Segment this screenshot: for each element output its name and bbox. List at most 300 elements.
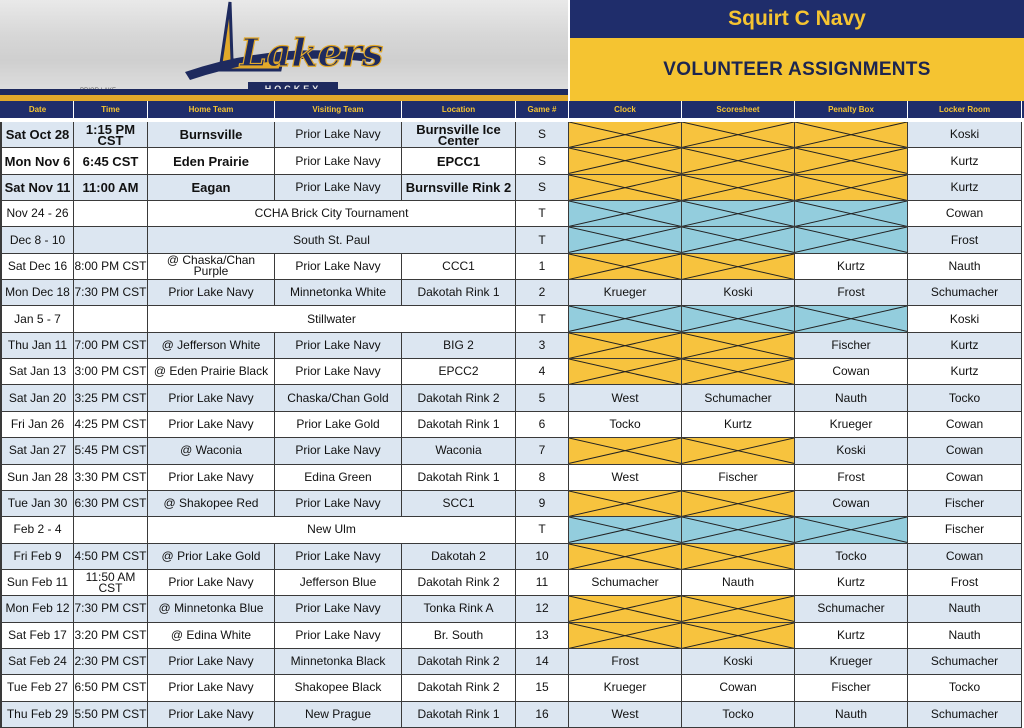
penalty-box-cell: Frost xyxy=(795,465,908,491)
header-date: Date xyxy=(2,101,74,118)
date-cell: Fri Jan 26 xyxy=(2,412,74,438)
cross-mark-icon xyxy=(795,201,907,226)
time-cell: 8:00 PM CST xyxy=(74,254,148,280)
table-row xyxy=(0,359,1024,385)
penalty-box-cell: Tocko xyxy=(795,544,908,570)
cross-mark-icon xyxy=(682,148,794,173)
location-cell: Br. South xyxy=(402,623,516,649)
assignments-title-box xyxy=(570,38,1024,101)
penalty-box-cell: Schumacher xyxy=(795,596,908,622)
location-cell: Dakotah Rink 1 xyxy=(402,465,516,491)
home-team-cell: @ Chaska/Chan Purple xyxy=(148,254,275,280)
date-cell: Mon Feb 12 xyxy=(2,596,74,622)
home-team-cell: @ Minnetonka Blue xyxy=(148,596,275,622)
date-cell: Sat Oct 28 xyxy=(2,122,74,148)
scoresheet-cell xyxy=(682,175,795,201)
cross-mark-icon xyxy=(569,254,681,279)
home-team-cell: Prior Lake Navy xyxy=(148,570,275,596)
scoresheet-cell xyxy=(682,333,795,359)
home-team-cell: Burnsville xyxy=(148,122,275,148)
game-number-cell: T xyxy=(516,306,569,332)
cross-mark-icon xyxy=(569,438,681,463)
location-cell: Dakotah 2 xyxy=(402,544,516,570)
clock-cell xyxy=(569,438,682,464)
table-row xyxy=(0,254,1024,280)
cross-mark-icon xyxy=(569,359,681,384)
event-cell: CCHA Brick City Tournament xyxy=(148,201,516,227)
location-cell: Dakotah Rink 2 xyxy=(402,570,516,596)
visiting-team-cell: Shakopee Black xyxy=(275,675,402,701)
cross-mark-icon xyxy=(682,517,794,542)
table-row xyxy=(0,465,1024,491)
cross-mark-icon xyxy=(682,122,794,147)
scoresheet-cell: Koski xyxy=(682,280,795,306)
clock-cell xyxy=(569,491,682,517)
scoresheet-cell: Fischer xyxy=(682,465,795,491)
penalty-box-cell: Koski xyxy=(795,438,908,464)
location-cell: Dakotah Rink 2 xyxy=(402,675,516,701)
home-team-cell: Prior Lake Navy xyxy=(148,465,275,491)
scoresheet-cell xyxy=(682,544,795,570)
table-row xyxy=(0,702,1024,728)
home-team-cell: @ Waconia xyxy=(148,438,275,464)
table-row xyxy=(0,280,1024,306)
locker-room-cell: Nauth xyxy=(908,623,1022,649)
game-number-cell: T xyxy=(516,227,569,253)
date-cell: Thu Feb 29 xyxy=(2,702,74,728)
penalty-box-cell: Kurtz xyxy=(795,623,908,649)
penalty-box-cell xyxy=(795,227,908,253)
cross-mark-icon xyxy=(569,227,681,252)
locker-room-cell: Kurtz xyxy=(908,148,1022,174)
home-team-cell: @ Shakopee Red xyxy=(148,491,275,517)
date-cell: Sat Jan 13 xyxy=(2,359,74,385)
clock-cell: West xyxy=(569,465,682,491)
table-row xyxy=(0,438,1024,464)
locker-room-cell: Cowan xyxy=(908,438,1022,464)
cross-mark-icon xyxy=(795,306,907,331)
penalty-box-cell: Kurtz xyxy=(795,254,908,280)
penalty-box-cell xyxy=(795,175,908,201)
penalty-box-cell xyxy=(795,306,908,332)
game-number-cell: 12 xyxy=(516,596,569,622)
visiting-team-cell: Prior Lake Navy xyxy=(275,175,402,201)
game-number-cell: 8 xyxy=(516,465,569,491)
cross-mark-icon xyxy=(569,623,681,648)
locker-room-cell: Frost xyxy=(908,227,1022,253)
date-cell: Tue Jan 30 xyxy=(2,491,74,517)
table-row xyxy=(0,649,1024,675)
header-clock: Clock xyxy=(569,101,682,118)
clock-cell xyxy=(569,333,682,359)
game-number-cell: S xyxy=(516,148,569,174)
location-cell: Dakotah Rink 1 xyxy=(402,280,516,306)
time-cell: 6:30 PM CST xyxy=(74,491,148,517)
game-number-cell: 6 xyxy=(516,412,569,438)
home-team-cell: Prior Lake Navy xyxy=(148,412,275,438)
scoresheet-cell: Koski xyxy=(682,649,795,675)
time-cell: 4:25 PM CST xyxy=(74,412,148,438)
clock-cell xyxy=(569,359,682,385)
date-cell: Sat Jan 27 xyxy=(2,438,74,464)
location-cell: EPCC2 xyxy=(402,359,516,385)
penalty-box-cell: Nauth xyxy=(795,702,908,728)
location-cell: Burnsville Rink 2 xyxy=(402,175,516,201)
team-title: Squirt C Navy xyxy=(728,7,866,30)
penalty-box-cell xyxy=(795,148,908,174)
time-cell: 11:00 AM xyxy=(74,175,148,201)
scoresheet-cell xyxy=(682,254,795,280)
cross-mark-icon xyxy=(569,333,681,358)
visiting-team-cell: Prior Lake Navy xyxy=(275,333,402,359)
clock-cell xyxy=(569,201,682,227)
time-cell: 3:30 PM CST xyxy=(74,465,148,491)
column-header-row xyxy=(0,101,1024,118)
cross-mark-icon xyxy=(682,491,794,516)
visiting-team-cell: Minnetonka Black xyxy=(275,649,402,675)
scoresheet-cell xyxy=(682,491,795,517)
time-cell: 5:50 PM CST xyxy=(74,702,148,728)
cross-mark-icon xyxy=(569,596,681,621)
header-locker-room: Locker Room xyxy=(908,101,1022,118)
table-row xyxy=(0,148,1024,174)
penalty-box-cell xyxy=(795,201,908,227)
header-home-team: Home Team xyxy=(148,101,275,118)
scoresheet-cell xyxy=(682,201,795,227)
date-cell: Mon Nov 6 xyxy=(2,148,74,174)
cross-mark-icon xyxy=(682,359,794,384)
visiting-team-cell: Edina Green xyxy=(275,465,402,491)
time-cell: 3:25 PM CST xyxy=(74,385,148,411)
visiting-team-cell: Minnetonka White xyxy=(275,280,402,306)
home-team-cell: @ Edina White xyxy=(148,623,275,649)
location-cell: Dakotah Rink 1 xyxy=(402,412,516,438)
cross-mark-icon xyxy=(795,517,907,542)
date-cell: Sun Feb 11 xyxy=(2,570,74,596)
time-cell xyxy=(74,517,148,543)
game-number-cell: 7 xyxy=(516,438,569,464)
cross-mark-icon xyxy=(682,306,794,331)
game-number-cell: 5 xyxy=(516,385,569,411)
cross-mark-icon xyxy=(569,122,681,147)
visiting-team-cell: Prior Lake Navy xyxy=(275,544,402,570)
locker-room-cell: Kurtz xyxy=(908,175,1022,201)
location-cell: Tonka Rink A xyxy=(402,596,516,622)
visiting-team-cell: Prior Lake Navy xyxy=(275,148,402,174)
header-scoresheet: Scoresheet xyxy=(682,101,795,118)
header-penalty-box: Penalty Box xyxy=(795,101,908,118)
scoresheet-cell: Schumacher xyxy=(682,385,795,411)
scoresheet-cell xyxy=(682,227,795,253)
table-row xyxy=(0,227,1024,253)
clock-cell: Tocko xyxy=(569,412,682,438)
time-cell: 6:45 CST xyxy=(74,148,148,174)
game-number-cell: 11 xyxy=(516,570,569,596)
location-cell: Dakotah Rink 1 xyxy=(402,702,516,728)
scoresheet-cell: Kurtz xyxy=(682,412,795,438)
logo-area xyxy=(0,0,568,101)
game-number-cell: T xyxy=(516,517,569,543)
date-cell: Sun Jan 28 xyxy=(2,465,74,491)
event-cell: Stillwater xyxy=(148,306,516,332)
visiting-team-cell: New Prague xyxy=(275,702,402,728)
date-cell: Sat Nov 11 xyxy=(2,175,74,201)
cross-mark-icon xyxy=(682,333,794,358)
home-team-cell: Prior Lake Navy xyxy=(148,385,275,411)
home-team-cell: Prior Lake Navy xyxy=(148,280,275,306)
game-number-cell: 10 xyxy=(516,544,569,570)
table-row xyxy=(0,412,1024,438)
scoresheet-cell xyxy=(682,623,795,649)
team-title-box xyxy=(570,0,1024,38)
cross-mark-icon xyxy=(682,438,794,463)
schedule-table xyxy=(0,122,1024,728)
locker-room-cell: Schumacher xyxy=(908,702,1022,728)
clock-cell xyxy=(569,122,682,148)
time-cell: 11:50 AM CST xyxy=(74,570,148,596)
cross-mark-icon xyxy=(795,175,907,200)
locker-room-cell: Koski xyxy=(908,122,1022,148)
home-team-cell: @ Prior Lake Gold xyxy=(148,544,275,570)
time-cell: 7:30 PM CST xyxy=(74,280,148,306)
locker-room-cell: Schumacher xyxy=(908,280,1022,306)
date-cell: Tue Feb 27 xyxy=(2,675,74,701)
time-cell xyxy=(74,201,148,227)
header-game-number: Game # xyxy=(516,101,569,118)
table-row xyxy=(0,675,1024,701)
clock-cell: West xyxy=(569,385,682,411)
time-cell: 2:30 PM CST xyxy=(74,649,148,675)
locker-room-cell: Koski xyxy=(908,306,1022,332)
date-cell: Sat Dec 16 xyxy=(2,254,74,280)
home-team-cell: Eden Prairie xyxy=(148,148,275,174)
scoresheet-cell xyxy=(682,359,795,385)
scoresheet-cell: Nauth xyxy=(682,570,795,596)
location-cell: Waconia xyxy=(402,438,516,464)
visiting-team-cell: Prior Lake Gold xyxy=(275,412,402,438)
game-number-cell: 3 xyxy=(516,333,569,359)
table-row xyxy=(0,385,1024,411)
clock-cell xyxy=(569,517,682,543)
penalty-box-cell: Krueger xyxy=(795,412,908,438)
locker-room-cell: Nauth xyxy=(908,254,1022,280)
cross-mark-icon xyxy=(569,306,681,331)
visiting-team-cell: Prior Lake Navy xyxy=(275,438,402,464)
penalty-box-cell: Krueger xyxy=(795,649,908,675)
visiting-team-cell: Prior Lake Navy xyxy=(275,254,402,280)
locker-room-cell: Cowan xyxy=(908,465,1022,491)
cross-mark-icon xyxy=(682,596,794,621)
cross-mark-icon xyxy=(682,175,794,200)
time-cell: 6:50 PM CST xyxy=(74,675,148,701)
table-row xyxy=(0,122,1024,148)
time-cell: 7:00 PM CST xyxy=(74,333,148,359)
penalty-box-cell: Fischer xyxy=(795,333,908,359)
cross-mark-icon xyxy=(569,201,681,226)
logo-text: Lakers xyxy=(240,30,384,75)
locker-room-cell: Cowan xyxy=(908,201,1022,227)
visiting-team-cell: Prior Lake Navy xyxy=(275,122,402,148)
time-cell xyxy=(74,306,148,332)
home-team-cell: Prior Lake Navy xyxy=(148,675,275,701)
home-team-cell: Eagan xyxy=(148,175,275,201)
location-cell: BIG 2 xyxy=(402,333,516,359)
home-team-cell: Prior Lake Navy xyxy=(148,702,275,728)
time-cell xyxy=(74,227,148,253)
penalty-box-cell: Fischer xyxy=(795,675,908,701)
cross-mark-icon xyxy=(682,254,794,279)
game-number-cell: 15 xyxy=(516,675,569,701)
clock-cell: West xyxy=(569,702,682,728)
clock-cell: Krueger xyxy=(569,280,682,306)
cross-mark-icon xyxy=(569,175,681,200)
home-team-cell: @ Eden Prairie Black xyxy=(148,359,275,385)
game-number-cell: 13 xyxy=(516,623,569,649)
lakers-logo xyxy=(170,0,390,101)
table-row xyxy=(0,491,1024,517)
time-cell: 1:15 PM CST xyxy=(74,122,148,148)
table-row xyxy=(0,623,1024,649)
penalty-box-cell xyxy=(795,517,908,543)
cross-mark-icon xyxy=(569,491,681,516)
clock-cell xyxy=(569,227,682,253)
date-cell: Dec 8 - 10 xyxy=(2,227,74,253)
game-number-cell: T xyxy=(516,201,569,227)
game-number-cell: 2 xyxy=(516,280,569,306)
location-cell: EPCC1 xyxy=(402,148,516,174)
game-number-cell: 16 xyxy=(516,702,569,728)
event-cell: South St. Paul xyxy=(148,227,516,253)
locker-room-cell: Schumacher xyxy=(908,649,1022,675)
table-row xyxy=(0,306,1024,332)
time-cell: 3:00 PM CST xyxy=(74,359,148,385)
location-cell: Dakotah Rink 2 xyxy=(402,385,516,411)
cross-mark-icon xyxy=(682,623,794,648)
scoresheet-cell xyxy=(682,596,795,622)
locker-room-cell: Tocko xyxy=(908,385,1022,411)
table-row xyxy=(0,333,1024,359)
locker-room-cell: Cowan xyxy=(908,544,1022,570)
penalty-box-cell: Nauth xyxy=(795,385,908,411)
header-location: Location xyxy=(402,101,516,118)
home-team-cell: Prior Lake Navy xyxy=(148,649,275,675)
table-row xyxy=(0,570,1024,596)
penalty-box-cell: Cowan xyxy=(795,359,908,385)
date-cell: Fri Feb 9 xyxy=(2,544,74,570)
visiting-team-cell: Prior Lake Navy xyxy=(275,623,402,649)
date-cell: Sat Feb 17 xyxy=(2,623,74,649)
cross-mark-icon xyxy=(569,148,681,173)
clock-cell: Krueger xyxy=(569,675,682,701)
cross-mark-icon xyxy=(569,517,681,542)
location-cell: Burnsville Ice Center xyxy=(402,122,516,148)
date-cell: Sat Jan 20 xyxy=(2,385,74,411)
scoresheet-cell: Tocko xyxy=(682,702,795,728)
event-cell: New Ulm xyxy=(148,517,516,543)
penalty-box-cell: Cowan xyxy=(795,491,908,517)
clock-cell xyxy=(569,175,682,201)
cross-mark-icon xyxy=(795,148,907,173)
assignments-title: VOLUNTEER ASSIGNMENTS xyxy=(663,58,931,80)
scoresheet-cell xyxy=(682,306,795,332)
table-row xyxy=(0,517,1024,543)
date-cell: Thu Jan 11 xyxy=(2,333,74,359)
game-number-cell: 4 xyxy=(516,359,569,385)
banner xyxy=(0,0,1024,101)
locker-room-cell: Frost xyxy=(908,570,1022,596)
header-time: Time xyxy=(74,101,148,118)
game-number-cell: S xyxy=(516,175,569,201)
time-cell: 4:50 PM CST xyxy=(74,544,148,570)
scoresheet-cell xyxy=(682,517,795,543)
locker-room-cell: Cowan xyxy=(908,412,1022,438)
date-cell: Nov 24 - 26 xyxy=(2,201,74,227)
location-cell: SCC1 xyxy=(402,491,516,517)
table-row xyxy=(0,201,1024,227)
header-visiting-team: Visiting Team xyxy=(275,101,402,118)
locker-room-cell: Nauth xyxy=(908,596,1022,622)
home-team-cell: @ Jefferson White xyxy=(148,333,275,359)
cross-mark-icon xyxy=(682,544,794,569)
visiting-team-cell: Chaska/Chan Gold xyxy=(275,385,402,411)
time-cell: 5:45 PM CST xyxy=(74,438,148,464)
date-cell: Mon Dec 18 xyxy=(2,280,74,306)
location-cell: CCC1 xyxy=(402,254,516,280)
game-number-cell: 14 xyxy=(516,649,569,675)
table-row xyxy=(0,596,1024,622)
scoresheet-cell xyxy=(682,148,795,174)
table-row xyxy=(0,544,1024,570)
cross-mark-icon xyxy=(682,201,794,226)
game-number-cell: 1 xyxy=(516,254,569,280)
scoresheet-cell xyxy=(682,438,795,464)
clock-cell: Frost xyxy=(569,649,682,675)
clock-cell xyxy=(569,596,682,622)
locker-room-cell: Kurtz xyxy=(908,359,1022,385)
clock-cell xyxy=(569,254,682,280)
locker-room-cell: Fischer xyxy=(908,491,1022,517)
time-cell: 3:20 PM CST xyxy=(74,623,148,649)
scoresheet-cell xyxy=(682,122,795,148)
visiting-team-cell: Jefferson Blue xyxy=(275,570,402,596)
penalty-box-cell: Frost xyxy=(795,280,908,306)
clock-cell: Schumacher xyxy=(569,570,682,596)
visiting-team-cell: Prior Lake Navy xyxy=(275,596,402,622)
cross-mark-icon xyxy=(682,227,794,252)
scoresheet-cell: Cowan xyxy=(682,675,795,701)
locker-room-cell: Tocko xyxy=(908,675,1022,701)
locker-room-cell: Fischer xyxy=(908,517,1022,543)
clock-cell xyxy=(569,306,682,332)
penalty-box-cell: Kurtz xyxy=(795,570,908,596)
date-cell: Feb 2 - 4 xyxy=(2,517,74,543)
location-cell: Dakotah Rink 2 xyxy=(402,649,516,675)
cross-mark-icon xyxy=(795,227,907,252)
penalty-box-cell xyxy=(795,122,908,148)
game-number-cell: 9 xyxy=(516,491,569,517)
visiting-team-cell: Prior Lake Navy xyxy=(275,491,402,517)
date-cell: Sat Feb 24 xyxy=(2,649,74,675)
clock-cell xyxy=(569,148,682,174)
clock-cell xyxy=(569,623,682,649)
table-row xyxy=(0,175,1024,201)
cross-mark-icon xyxy=(569,544,681,569)
clock-cell xyxy=(569,544,682,570)
game-number-cell: S xyxy=(516,122,569,148)
date-cell: Jan 5 - 7 xyxy=(2,306,74,332)
visiting-team-cell: Prior Lake Navy xyxy=(275,359,402,385)
locker-room-cell: Kurtz xyxy=(908,333,1022,359)
